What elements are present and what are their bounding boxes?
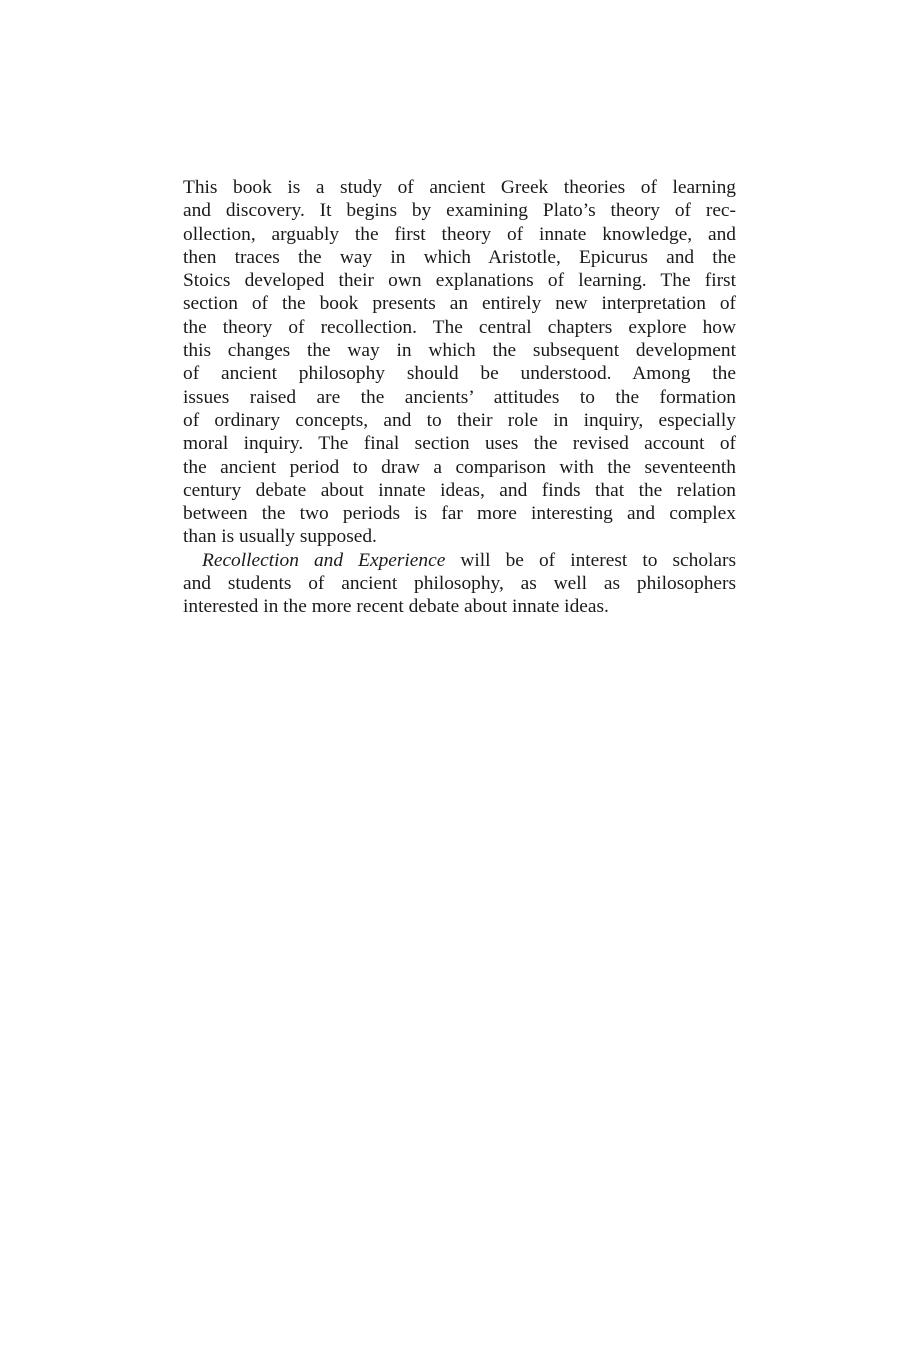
text-line-with-title: [183, 549, 736, 572]
text-line: Stoics developed their own explanations of learning. The first: [183, 270, 736, 292]
text-line: and discovery. It begins by examining Plato’s theory of rec-: [183, 200, 736, 222]
blurb-text: [183, 176, 736, 619]
paragraph-1: [183, 176, 736, 549]
text-line: ollection, arguably the first theory of innate knowledge, and: [183, 223, 736, 245]
text-line: of ordinary concepts, and to their role in inquiry, especially: [183, 409, 736, 431]
text-line: the ancient period to draw a comparison with the seventeenth: [183, 456, 736, 478]
text-line: between the two periods is far more interesting and complex: [183, 503, 736, 525]
text-line: then traces the way in which Aristotle, Epicurus and the: [183, 246, 736, 268]
text-line: section of the book presents an entirely new interpretation of: [183, 293, 736, 315]
text-line: moral inquiry. The final section uses the revised account of: [183, 433, 736, 455]
text-line: than is usually supposed.: [183, 526, 377, 548]
text-line: of ancient philosophy should be understood. Among the: [183, 363, 736, 385]
text-line: This book is a study of ancient Greek theories of learning: [183, 177, 736, 198]
text-line: century debate about innate ideas, and finds that the relation: [183, 479, 736, 501]
text-line: interested in the more recent debate about innate ideas.: [183, 596, 609, 618]
text-line: and students of ancient philosophy, as well as philosophers: [183, 573, 736, 595]
text-span: will be of interest to scholars: [445, 549, 737, 571]
text-line: this changes the way in which the subsequent development: [183, 340, 736, 362]
text-line: issues raised are the ancients’ attitudes to the formation: [183, 386, 736, 408]
paragraph-2: [183, 549, 736, 619]
text-line: the theory of recollection. The central chapters explore how: [183, 316, 736, 338]
book-title: Recollection and Experience: [202, 549, 446, 571]
